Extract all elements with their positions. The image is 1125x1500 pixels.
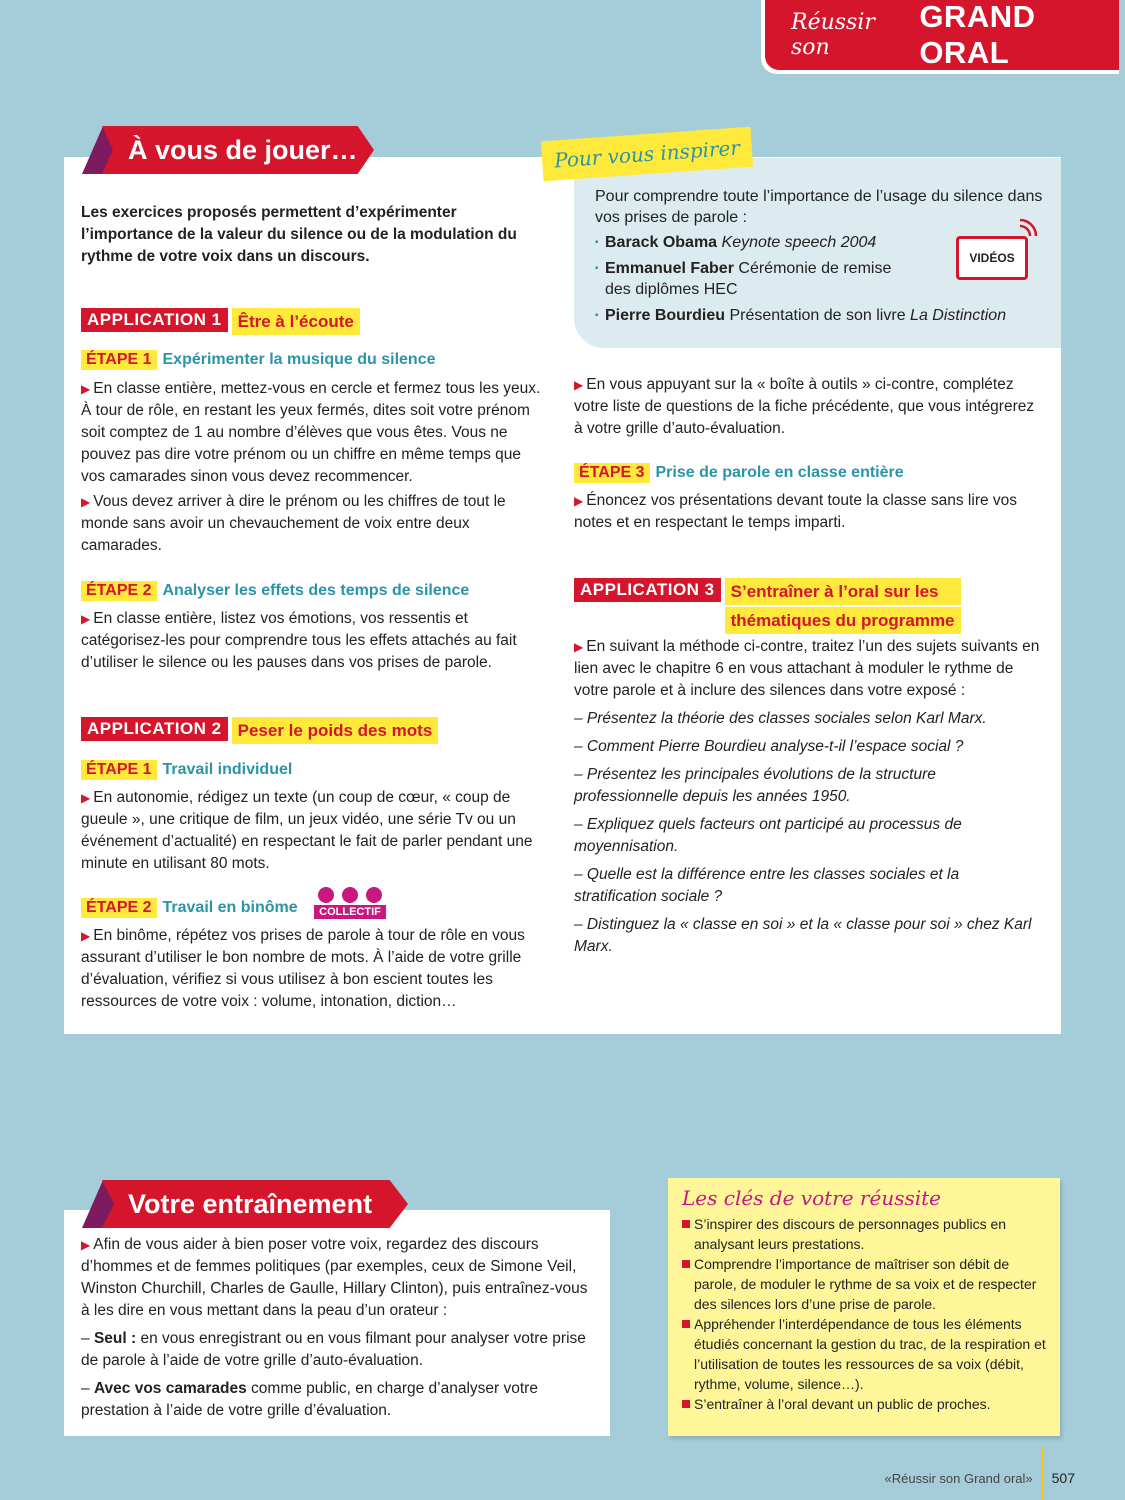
app1-step2-text: ▶ En classe entière, listez vos émotions, vos ressentis et catégorisez-les pour comprendre tous les effets attachés au fait d’utiliser le silence ou les pauses dans vos prises de parole.	[81, 610, 517, 671]
inspire-item: ▪ Barack Obama Keynote speech 2004	[595, 232, 1045, 253]
app2-step1-text: ▶ En autonomie, rédigez un texte (un coup de cœur, « coup de gueule », une critique de film, un jeux vidéo, une série Tv ou un événement d’actualité) en respectant le fait de parler pendant une minute en utilisant 80 mots.	[81, 789, 533, 872]
signal-icon	[1016, 216, 1040, 240]
application-2-heading: APPLICATION 2 Peser le poids des mots	[81, 717, 438, 744]
app1-step2-heading: ÉTAPE 2 Analyser les effets des temps de silence	[81, 581, 469, 601]
footer-label: «Réussir son Grand oral»	[884, 1470, 1033, 1486]
keys-item: Appréhender l’interdépendance de tous les éléments étudiés concernant la gestion du trac, de la respiration et l’utilisation de toutes les ressources de sa voix (débit, rythme, volume, silence…).	[682, 1314, 1046, 1394]
section-ribbon-jouer: À vous de jouer…	[102, 126, 374, 174]
header-tab	[761, 0, 1119, 74]
footer	[885, 1448, 1076, 1500]
section-ribbon-entrainement: Votre entraînement	[102, 1180, 408, 1228]
training-text: ▶ Afin de vous aider à bien poser votre voix, regardez des discours d’hommes et de femmes politiques (par exemples, ceux de Simone Veil, Winston Churchill, Charles de Gaulle, Hillary Clinton), puis entraînez-vous à les dire en vous mettant dans la peau d’un orateur : – Seul : en vous enregistrant ou en vous filmant pour analyser votre prise de parole à l’aide de votre grille d’auto-évaluation. – Avec vos camarades comme public, en charge d’analyser votre prestation à l’aide de votre grille d’évaluation.	[81, 1236, 588, 1419]
header-script: Réussir son	[791, 10, 875, 60]
app1-step3-heading: ÉTAPE 3 Prise de parole en classe entière	[574, 463, 904, 483]
inspire-item: ▪ Pierre Bourdieu Présentation de son livre La Distinction	[595, 305, 1045, 326]
app1-step3-text: ▶ Énoncez vos présentations devant toute la classe sans lire vos notes et en respectant le temps imparti.	[574, 492, 1018, 531]
app2-step2-heading: ÉTAPE 2 Travail en binôme	[81, 898, 298, 918]
application-3-heading: APPLICATION 3 S’entraîner à l’oral sur les thématiques du programme	[574, 578, 961, 634]
app3-text: ▶ En suivant la méthode ci-contre, traitez l’un des sujets suivants en lien avec le chapitre 6 en vous attachant à moduler le rythme de votre parole et à inclure des silences dans votre exposé : – Présentez la théorie des classes sociales selon Karl Marx. – Comment Pierre Bourdieu analyse-t-il l’espace social ? – Présentez les principales évolutions de la structure professionnelle depuis les années 1950. – Expliquez quels facteurs ont participé au processus de moyennisation. – Quelle est la différence entre les classes sociales et la stratification sociale ? – Distinguez la « classe en soi » et la « classe pour soi » chez Karl Marx.	[574, 638, 1040, 955]
header-title: GRAND ORAL	[919, 0, 1036, 70]
app2-step1-heading: ÉTAPE 1 Travail individuel	[81, 760, 292, 780]
videos-icon[interactable]: VIDÉOS	[956, 236, 1028, 280]
app2-step2-text: ▶ En binôme, répétez vos prises de parole à tour de rôle en vous assurant d’utiliser le bon nombre de mots. À l’aide de votre grille d’évaluation, vérifiez si vous utilisez à bon escient toutes les ressources de votre voix : volume, intonation, diction…	[81, 927, 525, 1010]
app1-step1-text: ▶ En classe entière, mettez-vous en cercle et fermez tous les yeux. À tour de rôle, en restant les yeux fermés, dites soit votre prénom soit comptez de 1 au nombre d’élèves que vous êtes. Vous ne pouvez pas dire votre prénom ou un chiffre en même temps que vos camarades sinon vous devez recommencer. ▶ Vous devez arriver à dire le prénom ou les chiffres de tout le monde sans avoir un chevauchement de voix entre deux camarades.	[81, 380, 541, 554]
app1-right-text: ▶ En vous appuyant sur la « boîte à outils » ci-contre, complétez votre liste de questions de la fiche précédente, que vous intégrerez à votre grille d’auto-évaluation.	[574, 376, 1035, 437]
keys-item: S’inspirer des discours de personnages publics en analysant leurs prestations.	[682, 1214, 1046, 1254]
application-1-heading: APPLICATION 1 Être à l’écoute	[81, 308, 360, 335]
keys-item: S’entraîner à l’oral devant un public de proches.	[682, 1394, 1046, 1414]
people-icon	[314, 887, 386, 903]
keys-title: Les clés de votre réussite	[682, 1186, 941, 1210]
collectif-badge: COLLECTIF	[314, 887, 386, 923]
keys-box	[668, 1178, 1060, 1436]
inspire-text: Pour comprendre toute l’importance de l’usage du silence dans vos prises de parole : ▪ Barack Obama Keynote speech 2004 ▪ Emmanuel Faber Cérémonie de remise des diplômes HEC ▪ Pierre Bourdieu Présentation de son livre La Distinction	[595, 186, 1045, 331]
inspire-tag: Pour vous inspirer	[541, 127, 753, 182]
inspire-item: ▪ Emmanuel Faber Cérémonie de remise des diplômes HEC	[595, 258, 895, 300]
app1-step1-heading: ÉTAPE 1 Expérimenter la musique du silence	[81, 350, 435, 370]
page-number: 507	[1051, 1470, 1075, 1486]
keys-item: Comprendre l’importance de maîtriser son débit de parole, de moduler le rythme de sa voix et de respecter des silences lors d’une prise de parole.	[682, 1254, 1046, 1314]
intro-text: Les exercices proposés permettent d’expérimenter l’importance de la valeur du silence ou de la modulation du rythme de votre voix dans un discours.	[81, 204, 517, 265]
